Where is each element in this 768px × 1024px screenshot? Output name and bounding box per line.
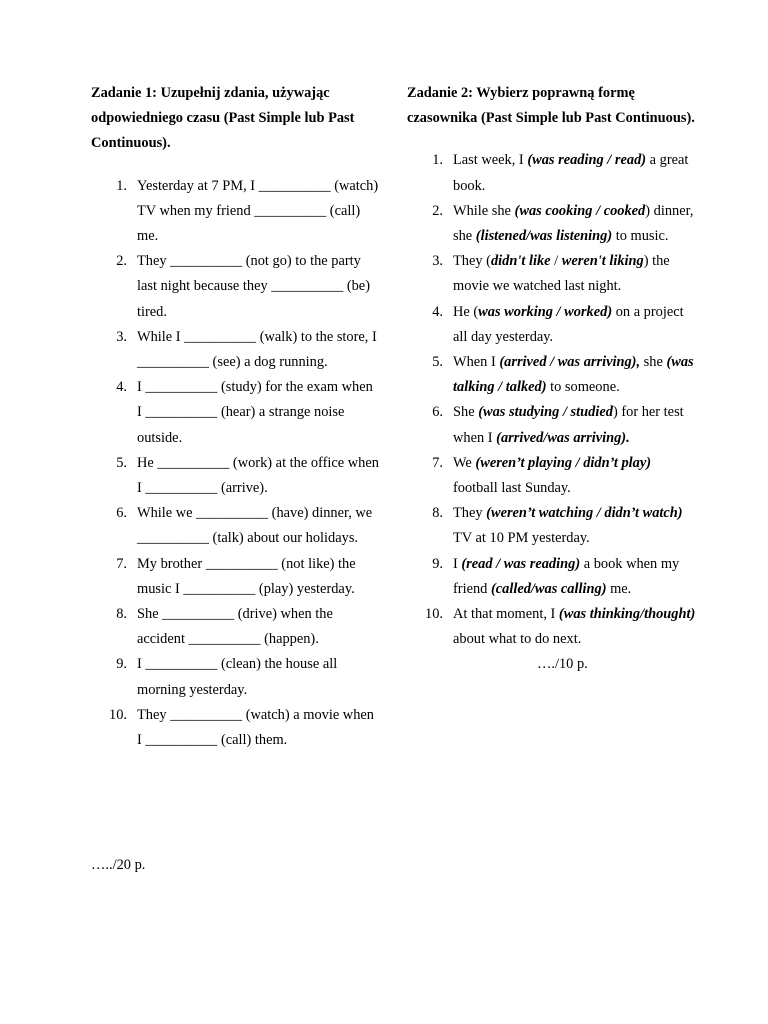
sentence-fragment: She	[453, 404, 479, 421]
list-item-number: 1.	[116, 177, 127, 194]
verb-choice: (was cooking / cooked	[514, 202, 646, 219]
list-item-number: 7.	[432, 454, 443, 471]
task2-item	[407, 602, 697, 678]
list-item-number: 3.	[432, 253, 443, 270]
task1-item	[91, 501, 381, 551]
list-item-number: 5.	[432, 354, 443, 371]
verb-choice: (read / was reading)	[461, 555, 581, 572]
sentence-text: I __________ (study) for the exam when I __________ (hear) a strange noise outside.	[137, 379, 373, 446]
sentence-text: She __________ (drive) when the accident __________ (happen).	[137, 606, 333, 648]
task1-item	[91, 174, 381, 250]
sentence-text	[453, 300, 697, 350]
list-item-number: 4.	[116, 379, 127, 396]
sentence-text: I __________ (clean) the house all morning yesterday.	[137, 656, 338, 698]
task1-item	[91, 552, 381, 602]
verb-choice: didn't like	[490, 253, 551, 270]
sentence-text	[453, 552, 697, 602]
sentence-fragment: They (	[453, 253, 491, 270]
list-item-number: 3.	[116, 328, 127, 345]
sentence-fragment: /	[550, 253, 562, 270]
sentence-fragment: ) dinner, she	[453, 202, 694, 245]
sentence-text: They __________ (not go) to the party last night because they __________ (be) tired.	[137, 253, 370, 320]
task2-list	[407, 148, 697, 677]
sentence-text	[453, 199, 697, 249]
sentence-text	[453, 350, 697, 400]
list-item-number: 1.	[432, 152, 443, 169]
task1-title: Zadanie 1: Uzupełnij zdania, używając odpowiedniego czasu (Past Simple lub Past Continuous).	[91, 85, 355, 152]
sentence-text: They __________ (watch) a movie when I __________ (call) them.	[137, 706, 374, 749]
list-item-number: 9.	[116, 656, 127, 673]
sentence-fragment: At that moment, I	[453, 606, 559, 623]
sentence-text: While I __________ (walk) to the store, I __________ (see) a dog running.	[137, 328, 377, 371]
sentence-fragment: me.	[606, 580, 632, 597]
verb-choice: (weren’t playing / didn’t play)	[475, 454, 652, 471]
sentence-fragment: to music.	[612, 228, 669, 245]
sentence-fragment: We	[453, 454, 476, 471]
task1-item	[91, 652, 381, 702]
task2-item	[407, 400, 697, 450]
sentence-fragment: He (	[453, 303, 479, 320]
sentence-text	[453, 501, 697, 551]
sentence-fragment: to someone.	[546, 379, 620, 396]
list-item-number: 2.	[116, 253, 127, 270]
task2-item	[407, 199, 697, 249]
task1-item	[91, 451, 381, 501]
task2-section	[407, 81, 697, 678]
sentence-text	[453, 451, 697, 501]
sentence-fragment: a book when my friend	[453, 555, 680, 597]
verb-choice: (arrived/was arriving).	[496, 429, 630, 446]
list-item-number: 6.	[116, 505, 127, 522]
sentence-text	[453, 249, 697, 299]
verb-choice: weren't liking	[561, 253, 644, 270]
verb-choice: (was thinking/thought)	[558, 606, 696, 623]
task2-item	[407, 501, 697, 551]
list-item-number: 8.	[432, 505, 443, 522]
task1-item	[91, 703, 381, 753]
sentence-text: My brother __________ (not like) the music I __________ (play) yesterday.	[137, 555, 356, 597]
list-item-number: 9.	[432, 555, 443, 572]
task1-item	[91, 375, 381, 451]
sentence-fragment: on a project all day yesterday.	[453, 303, 684, 345]
sentence-fragment: she	[640, 354, 667, 371]
verb-choice: (weren’t watching / didn’t watch)	[486, 505, 683, 522]
task1-section	[91, 81, 381, 753]
task2-points: …./10 p.	[537, 656, 588, 673]
sentence-fragment: While she	[453, 202, 515, 219]
sentence-fragment: They	[453, 505, 487, 522]
sentence-fragment: I	[453, 555, 462, 572]
verb-choice: (was studying / studied	[478, 404, 613, 421]
list-item-number: 8.	[116, 606, 127, 623]
sentence-fragment: a great book.	[453, 152, 689, 194]
list-item-number: 5.	[116, 454, 127, 471]
verb-choice: (called/was calling)	[490, 580, 607, 597]
verb-choice: was working / worked)	[478, 303, 613, 320]
list-item-number: 7.	[116, 555, 127, 572]
sentence-text: While we __________ (have) dinner, we __________ (talk) about our holidays.	[137, 505, 373, 547]
task2-item	[407, 249, 697, 299]
sentence-fragment: about what to do next.	[453, 631, 582, 648]
sentence-fragment: ) for her test when I	[453, 404, 684, 446]
task2-item	[407, 300, 697, 350]
sentence-text	[453, 400, 697, 450]
list-item-number: 2.	[432, 202, 443, 219]
sentence-fragment: TV at 10 PM yesterday.	[453, 530, 590, 547]
task2-item	[407, 350, 697, 400]
sentence-text: He __________ (work) at the office when I __________ (arrive).	[137, 454, 379, 497]
sentence-text	[453, 602, 697, 678]
task1-points: …../20 p.	[91, 857, 146, 873]
list-item-number: 6.	[432, 404, 443, 421]
verb-choice: (arrived / was arriving),	[499, 354, 641, 371]
sentence-fragment: football last Sunday.	[453, 480, 571, 497]
task2-title: Zadanie 2: Wybierz poprawną formę czasownika (Past Simple lub Past Continuous).	[407, 85, 695, 127]
task1-item	[91, 249, 381, 325]
sentence-fragment: ) the movie we watched last night.	[453, 253, 670, 295]
verb-choice: (was reading / read)	[527, 152, 647, 169]
task1-item	[91, 325, 381, 375]
list-item-number: 10.	[109, 706, 127, 723]
list-item-number: 4.	[432, 303, 443, 320]
sentence-fragment: Last week, I	[453, 152, 528, 169]
list-item-number: 10.	[425, 606, 443, 623]
task1-item	[91, 602, 381, 652]
task2-item	[407, 552, 697, 602]
task2-item	[407, 148, 697, 198]
sentence-text	[453, 148, 697, 198]
task1-list	[91, 174, 381, 754]
sentence-text: Yesterday at 7 PM, I __________ (watch) TV when my friend __________ (call) me.	[137, 177, 379, 245]
task2-item	[407, 451, 697, 501]
verb-choice: (listened/was listening)	[475, 228, 613, 245]
verb-choice: (was talking / talked)	[453, 354, 694, 396]
sentence-fragment: When I	[453, 354, 500, 371]
